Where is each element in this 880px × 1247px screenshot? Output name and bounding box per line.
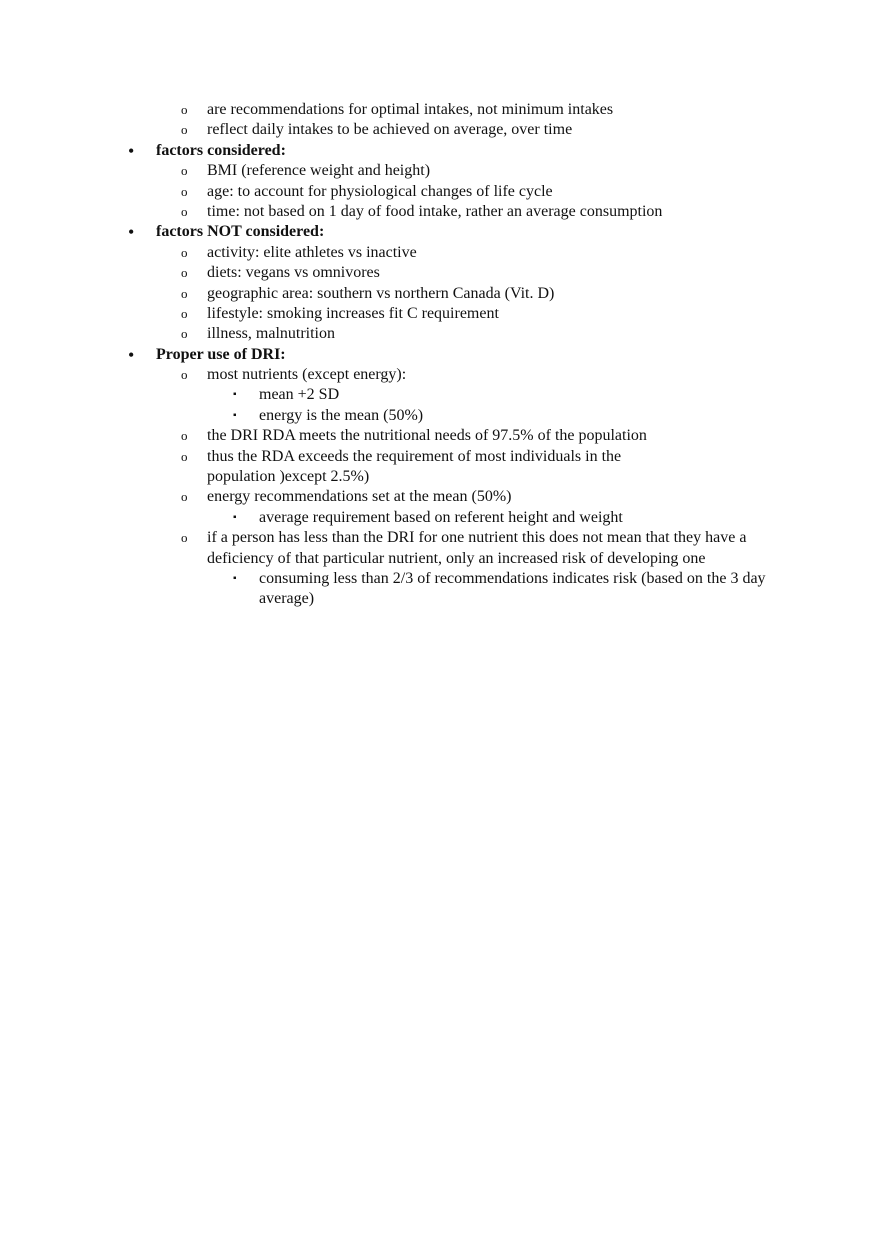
sub-list-item-text: consuming less than 2/3 of recommendations indicates risk (based on the 3 day average) [259,570,766,608]
section-heading [0,141,880,161]
list-item-text: are recommendations for optimal intakes, not minimum intakes [207,101,614,118]
list-item-text: if a person has less than the DRI for one nutrient this does not mean that they have a deficiency of that particular nutrient, only an increased risk of developing one [207,529,747,567]
list-item-text: thus the RDA exceeds the requirement of most individuals in the population )except 2.5%) [207,447,622,486]
list-item [0,120,880,140]
list-item [0,487,880,507]
list-item-text: geographic area: southern vs northern Canada (Vit. D) [207,284,555,302]
list-item [0,202,880,222]
sub-list-item [0,508,880,528]
list-item [0,100,880,120]
circle-bullet-icon: o [181,122,188,138]
section-heading [0,345,880,365]
document-page [0,100,880,610]
circle-bullet-icon: o [181,489,188,505]
circle-bullet-icon: o [181,448,188,464]
circle-bullet-icon: o [181,102,188,117]
square-bullet-icon: ▪ [233,409,237,421]
square-bullet-icon: ▪ [233,389,237,401]
circle-bullet-icon: o [181,265,188,281]
square-bullet-icon: ▪ [233,511,237,523]
circle-bullet-icon: o [181,530,188,546]
bullet-icon: • [128,344,135,365]
list-item-text: most nutrients (except energy): [207,366,407,384]
circle-bullet-icon: o [181,163,188,179]
list-item [0,447,880,488]
list-item-text: activity: elite athletes vs inactive [207,243,417,261]
section-heading-text: factors NOT considered: [156,223,325,241]
sub-list-item [0,385,880,405]
list-item-text: diets: vegans vs omnivores [207,264,380,282]
list-item [0,284,880,304]
list-item-text: age: to account for physiological changes of life cycle [207,182,553,200]
circle-bullet-icon: o [181,367,188,383]
bullet-icon: • [128,140,135,161]
section-heading [0,222,880,242]
list-item [0,426,880,446]
section-heading-text: Proper use of DRI: [156,345,286,363]
list-item [0,324,880,344]
list-item [0,161,880,181]
sub-list-item-text: mean +2 SD [259,386,340,404]
list-item-text: the DRI RDA meets the nutritional needs of 97.5% of the population [207,427,647,445]
list-item [0,365,880,385]
list-item-text: time: not based on 1 day of food intake, rather an average consumption [207,202,663,220]
circle-bullet-icon: o [181,285,188,301]
sub-list-item-text: energy is the mean (50%) [259,406,424,424]
sub-list-item [0,406,880,426]
list-item [0,243,880,263]
circle-bullet-icon: o [181,203,188,219]
circle-bullet-icon: o [181,326,188,342]
circle-bullet-icon: o [181,305,188,321]
section-heading-text: factors considered: [156,141,286,159]
list-item [0,304,880,324]
circle-bullet-icon: o [181,244,188,260]
list-item-text: energy recommendations set at the mean (50%) [207,488,512,506]
circle-bullet-icon: o [181,428,188,444]
bullet-icon: • [128,222,135,243]
square-bullet-icon: ▪ [233,573,237,585]
sub-list-item [0,569,880,610]
list-item-text: lifestyle: smoking increases fit C requirement [207,304,499,322]
sub-list-item-text: average requirement based on referent height and weight [259,508,623,526]
list-item [0,528,880,569]
list-item [0,182,880,202]
circle-bullet-icon: o [181,183,188,199]
list-item [0,263,880,283]
list-item-text: illness, malnutrition [207,325,335,343]
list-item-text: BMI (reference weight and height) [207,162,431,180]
list-item-text: reflect daily intakes to be achieved on average, over time [207,121,573,139]
